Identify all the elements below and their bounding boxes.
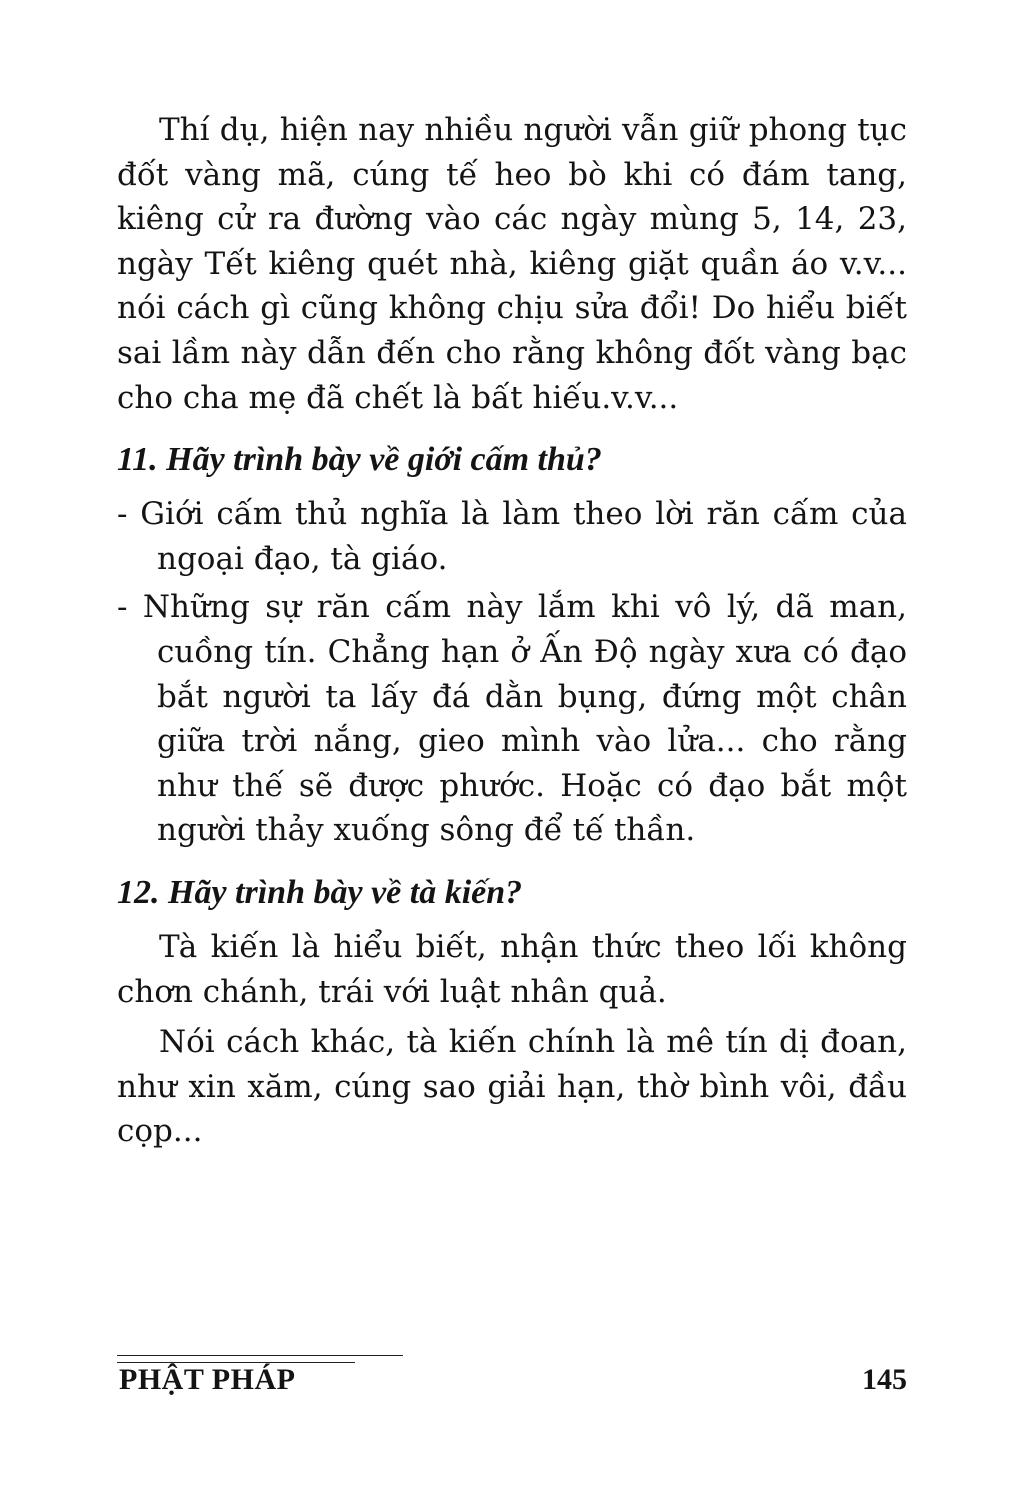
paragraph-ta-kien-examples: Nói cách khác, tà kiến chính là mê tín dị đoan, như xin xăm, cúng sao giải hạn, thờ bình vôi, đầu cọp...: [117, 1024, 907, 1150]
footer-rule: [117, 1355, 403, 1356]
page-content: [117, 108, 907, 1160]
heading-question-12: 12. Hãy trình bày về tà kiến?: [117, 873, 523, 911]
heading-question-11: 11. Hãy trình bày về giới cấm thủ?: [117, 441, 602, 479]
footer-page-number: 145: [862, 1363, 907, 1396]
footer-book-title: PHẬT PHÁP: [119, 1363, 296, 1396]
paragraph-ta-kien-definition: Tà kiến là hiểu biết, nhận thức theo lối không chơn chánh, trái với luật nhân quả.: [117, 928, 907, 1010]
list-item-definition: - Giới cấm thủ nghĩa là làm theo lời răn cấm của ngoại đạo, tà giáo.: [117, 496, 907, 577]
paragraph-intro: Thí dụ, hiện nay nhiều người vẫn giữ phong tục đốt vàng mã, cúng tế heo bò khi có đám tang, kiêng cử ra đường vào các ngày mùng 5, 14, 23, ngày Tết kiêng quét nhà, kiêng giặt quần áo v.v... nói cách gì cũng không chịu sửa đổi! Do hiểu biết sai lầm này dẫn đến cho rằng không đốt vàng bạc cho cha mẹ đã chết là bất hiếu.v.v...: [117, 112, 907, 416]
list-item-examples: - Những sự răn cấm này lắm khi vô lý, dã man, cuồng tín. Chẳng hạn ở Ấn Độ ngày xưa có đạo bắt người ta lấy đá dằn bụng, đứng một chân giữa trời nắng, gieo mình vào lửa... cho rằng như thế sẽ được phước. Hoặc có đạo bắt một người thảy xuống sông để tế thần.: [117, 589, 907, 849]
